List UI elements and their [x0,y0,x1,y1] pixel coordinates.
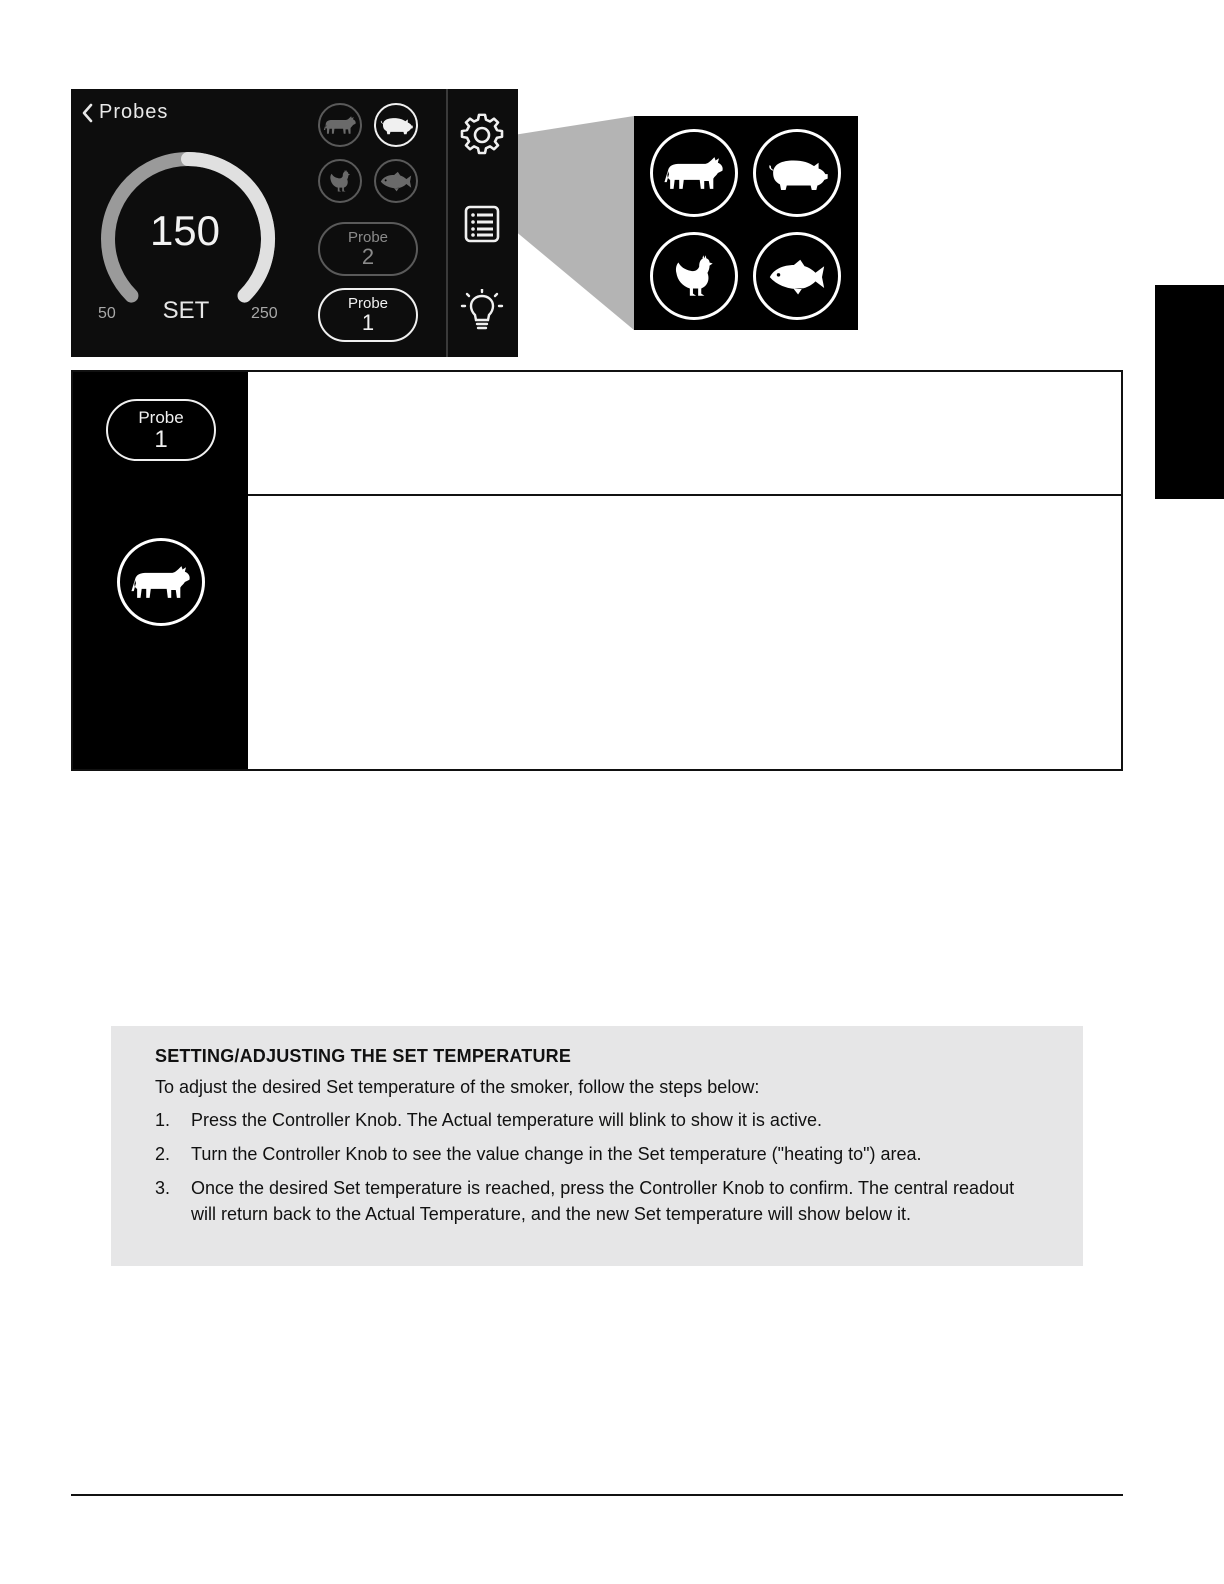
list-icon[interactable] [460,202,504,246]
meat-type-icon [117,538,205,626]
lightbulb-icon[interactable] [460,289,504,333]
zoom-meat-beef [650,129,738,217]
pig-icon [378,111,414,139]
probe-number: 2 [361,244,375,269]
step-number: 3. [155,1178,171,1198]
meat-button-fish[interactable] [374,159,418,203]
back-button[interactable] [81,101,168,124]
meat-button-beef[interactable] [318,103,362,147]
list-item [155,1175,1043,1227]
zoom-meat-pork [753,129,841,217]
meat-button-poultry[interactable] [318,159,362,203]
dial-max-label: 250 [251,305,278,322]
chicken-icon [666,250,722,302]
fish-icon [378,167,414,195]
step-number: 1. [155,1110,171,1130]
row-divider [248,494,1121,496]
probe-1-icon [106,399,216,461]
cow-icon [661,148,727,198]
meat-button-pork[interactable] [374,103,418,147]
list-item [155,1141,1043,1167]
set-label: SET [162,297,210,324]
probe-number: 1 [154,425,168,453]
steps-list [155,1107,1043,1227]
dial-min-label: 50 [98,305,116,322]
zoom-meat-poultry [650,232,738,320]
chicken-icon [325,168,355,194]
footer-rule [71,1494,1123,1496]
step-text: Once the desired Set temperature is reached, press the Controller Knob to confirm. The central readout will return back to the Actual Temperature, and the new Set temperature will show below it. [191,1178,1015,1224]
set-temperature-value: 150 [149,207,221,254]
probe-label: Probe [347,295,389,312]
chevron-left-icon [81,103,93,123]
step-number: 2. [155,1144,171,1164]
probe-number: 1 [361,310,375,335]
info-title: SETTING/ADJUSTING THE SET TEMPERATURE [155,1046,572,1066]
fish-icon [764,251,830,301]
back-label: Probes [99,101,169,123]
set-temperature-info-box [111,1026,1083,1266]
cow-icon [322,111,358,139]
icon-description-table [71,370,1123,771]
meat-icon-zoom-panel [634,116,858,330]
info-intro: To adjust the desired Set temperature of the smoker, follow the steps below: [155,1077,760,1097]
smoker-probe-screen [71,89,518,357]
zoom-meat-fish [753,232,841,320]
list-item [155,1107,1043,1133]
step-text: Turn the Controller Knob to see the value change in the Set temperature ("heating to") area. [191,1144,922,1164]
sidebar-divider [446,89,448,357]
pig-icon [764,148,830,198]
probe-1-button[interactable] [318,288,418,342]
probe-label: Probe [347,229,389,246]
cow-icon [128,557,194,607]
chapter-tab [1155,285,1224,499]
gear-icon[interactable] [460,113,504,157]
step-text: Press the Controller Knob. The Actual temperature will blink to show it is active. [191,1110,822,1130]
probe-label: Probe [138,407,184,427]
probe-2-button[interactable] [318,222,418,276]
